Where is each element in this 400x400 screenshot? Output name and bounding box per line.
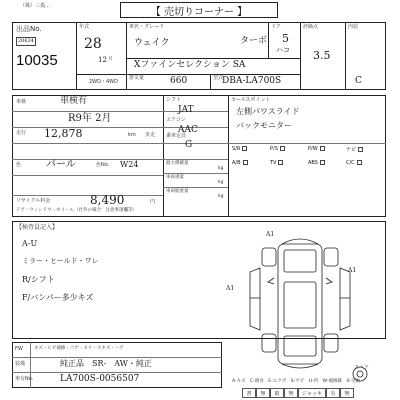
car-name-label: 車名・グレード xyxy=(129,24,165,30)
doors-label: ドア xyxy=(271,24,281,30)
interior-label: 内装 xyxy=(348,24,359,30)
year-month: 12 xyxy=(98,56,107,64)
registration-kind: 車検有 xyxy=(60,96,88,106)
footer-cell: 無 xyxy=(340,388,354,398)
mileage-value: 12,878 xyxy=(44,127,83,140)
seats-value: G xyxy=(185,140,193,150)
chassis-label: 車台No. xyxy=(15,376,34,382)
equipment-item xyxy=(232,160,248,166)
lot-sub-number: 20634 xyxy=(18,38,34,44)
equipment-checkbox xyxy=(278,160,283,165)
registration-until: R9年 2月 xyxy=(68,113,112,124)
recycle-value: 8,490 xyxy=(90,193,125,207)
inspection-label: 【検査員記入】 xyxy=(16,224,59,231)
capacity-unit-0: kg xyxy=(218,166,224,171)
color-code: W24 xyxy=(120,160,139,169)
equipment-label: ナビ xyxy=(346,147,357,153)
displacement-value: 660 xyxy=(170,76,188,86)
equipment-label: A/B xyxy=(232,160,241,166)
inspection-line-0: A-U xyxy=(22,239,38,248)
equipment-checkbox xyxy=(358,147,363,152)
footer-cell: 有 xyxy=(326,388,340,398)
inspection-line-2: R/シフト xyxy=(22,275,55,284)
score-value: 3.5 xyxy=(313,49,331,62)
equipment-label: P/S xyxy=(270,146,278,152)
year-value: 28 xyxy=(84,36,102,52)
equipment-checkbox xyxy=(243,160,248,165)
shift-label: シフト xyxy=(166,97,182,103)
damage-mark-right: A1 xyxy=(348,267,357,274)
spare-label: スペア xyxy=(354,365,370,371)
equipment-checkbox xyxy=(242,146,247,151)
mileage-label: 走行 xyxy=(16,130,27,136)
equipment-label: S/R xyxy=(232,146,241,152)
aircon-label: エアコン xyxy=(166,117,186,123)
score-label: 評価点 xyxy=(303,24,319,30)
equipment-checkbox xyxy=(320,160,325,165)
car-type-note: ターボ xyxy=(240,36,268,46)
company-note: （株）三菱… xyxy=(20,3,51,9)
color-value: パール xyxy=(46,159,76,170)
year-label: 年式 xyxy=(79,24,90,30)
seats-label: 乗車定員 xyxy=(166,133,187,139)
footer-cell: 取 xyxy=(270,388,284,398)
capacity-unit-1: kg xyxy=(218,180,224,185)
car-model: ウェイク xyxy=(134,38,170,48)
sales-points-label: セールスポイント xyxy=(231,97,271,103)
color-code-label: 色No. xyxy=(96,162,110,168)
mileage-note: 実走 xyxy=(145,132,156,138)
model-code-value: DBA-LA700S xyxy=(222,76,282,86)
inspection-line-3: F/バンパー多少キズ xyxy=(22,293,94,302)
model-code-label: 型式 xyxy=(213,75,224,81)
inspection-line-1: ミラー・ヒールド・ワレ xyxy=(22,257,99,265)
footer-cell: 無 xyxy=(256,388,270,398)
capacity-label-2: 車両総重量 xyxy=(166,189,189,194)
sales-points-line2: バックモニター xyxy=(236,121,292,130)
footer-cell: 無 xyxy=(284,388,298,398)
corner-title: 【 売切りコーナー 】 xyxy=(120,2,278,18)
equipment-checkbox xyxy=(280,146,285,151)
shift-value: JAT xyxy=(178,105,194,115)
options-label: 装備 xyxy=(15,361,26,367)
mileage-unit: km xyxy=(128,132,136,138)
damage-mark-left: A1 xyxy=(226,285,235,292)
options-value: 純正品 SR- AW・純正 xyxy=(60,359,152,368)
color-label: 色 xyxy=(16,162,22,168)
doors-value: 5 xyxy=(282,32,289,45)
recycle-label: リサイクル料金 xyxy=(16,198,51,204)
equipment-label: P/W xyxy=(308,146,318,152)
equipment-item xyxy=(308,146,325,152)
sales-points-line1: 左側パワスライド xyxy=(236,107,300,116)
equipment-label: C/C xyxy=(346,160,355,166)
car-grade: Xファインセレクション SA xyxy=(134,60,246,70)
fw-text: キズ・ヒビ補修・コゲ・ヌリ・小キズ・ハゲ xyxy=(34,346,124,351)
shupin-label: 出品No. xyxy=(16,25,42,33)
damage-legend: A-キズ C-腐食 E-エクボ S-サビ U-凹 W-補修跡 X-交換 xyxy=(232,379,361,384)
notes-label: ドア・ウィンドウ・ホイール（社外の場合：注意事項欄等） xyxy=(16,208,138,213)
equipment-checkbox xyxy=(357,160,362,165)
interior-value: C xyxy=(355,76,362,86)
equipment-checkbox xyxy=(320,146,325,151)
equipment-item xyxy=(270,146,285,152)
body-type: ハコ xyxy=(276,46,290,54)
equipment-label: ABS xyxy=(308,160,318,166)
equipment-label: TV xyxy=(270,160,277,166)
registration-label: 車検 xyxy=(16,99,27,105)
equipment-item xyxy=(270,160,283,166)
fw-label: FW xyxy=(15,346,23,352)
lot-number: 10035 xyxy=(16,52,58,69)
capacity-label-1: 車両重量 xyxy=(166,175,184,180)
footer-cell: 書 xyxy=(242,388,256,398)
recycle-unit: 円 xyxy=(150,199,156,205)
capacity-unit-2: kg xyxy=(218,194,224,199)
damage-mark-front: A1 xyxy=(266,231,275,238)
equipment-item xyxy=(308,160,325,166)
capacity-label-0: 最大積載量 xyxy=(166,161,189,166)
footer-cell: ジャッキ xyxy=(298,388,326,398)
aircon-value: AAC xyxy=(178,125,198,135)
chassis-value: LA700S-0056507 xyxy=(60,374,140,384)
equipment-item xyxy=(346,160,362,166)
drive-label: 2WD・4WD xyxy=(89,79,118,85)
displacement-label: 排気量 xyxy=(129,75,145,81)
equipment-item xyxy=(346,146,363,153)
equipment-item xyxy=(232,146,247,152)
